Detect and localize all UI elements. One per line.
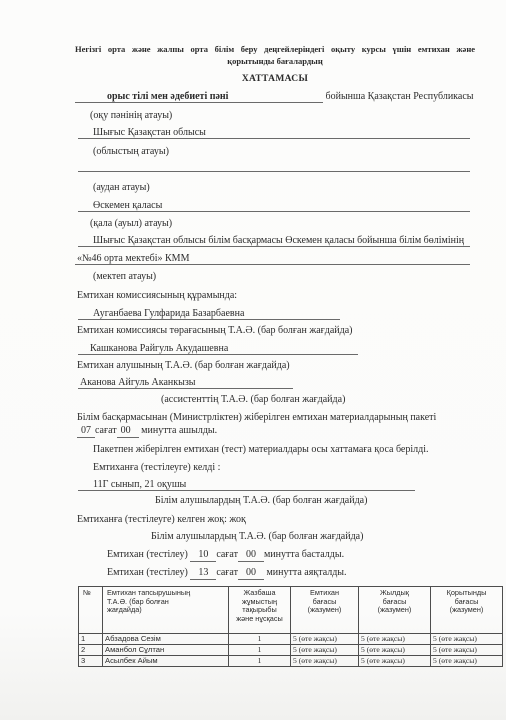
present-label: Емтиханға (тестілеуге) келді : [93, 462, 221, 473]
absent-line: Емтиханға (тестілеуге) келген жоқ: жоқ [77, 514, 246, 525]
document-title: ХАТТАМАСЫ [241, 74, 309, 84]
row-number: 3 [79, 656, 103, 667]
commission-label: Емтихан комиссиясының құрамында: [77, 290, 238, 301]
exam-start-minute: 00 [238, 549, 264, 562]
header-final-grade: Қорытынды бағасы (жазумен) [431, 587, 503, 634]
package-minute-text: минутта ашылды. [141, 425, 218, 436]
examiner-field: Аканова Айгуль Аканкызы [78, 377, 293, 389]
exam-end-line [107, 567, 347, 580]
present-caption: Білім алушылардың Т.А.Ә. (бар болған жағдайда) [155, 495, 368, 506]
header-written-work-variant: Жазбаша жұмыстың тақырыбы және нұсқасы [229, 587, 291, 634]
work-variant: 1 [229, 634, 291, 645]
district-caption: (аудан атауы) [93, 182, 150, 193]
exam-start-label: Емтихан (тестілеу) [107, 549, 188, 560]
subject-suffix: бойынша Қазақстан Республикасы [325, 91, 474, 102]
exam-grade: 5 (өте жақсы) [291, 656, 359, 667]
city-field: Өскемен қаласы [78, 200, 470, 212]
education-department-field: Шығыс Қазақстан облысы білім басқармасы Өскемен қаласы бойынша білім бөлімінің [78, 235, 470, 247]
student-name: Асылбек Айым [103, 656, 229, 667]
exam-end-hour: 13 [190, 567, 216, 580]
table-row [79, 634, 503, 645]
package-opened-line [77, 425, 217, 438]
subject-caption: (оқу пәнінің атауы) [90, 110, 173, 121]
final-grade: 5 (өте жақсы) [431, 634, 503, 645]
absent-caption: Білім алушылардың Т.А.Ә. (бар болған жағдайда) [151, 531, 364, 542]
header-number: № [79, 587, 103, 634]
school-caption: (мектеп атауы) [93, 271, 157, 282]
commission-chair-field: Кашканова Райгуль Акудашевна [78, 343, 358, 355]
package-open-minute: 00 [117, 425, 139, 438]
region-caption: (облыстың атауы) [93, 146, 169, 157]
exam-start-hour: 10 [190, 549, 216, 562]
header-student-name: Емтихан тапсырушының Т.А.Ә. (бар болған жағдайда) [103, 587, 229, 634]
exam-start-suffix: минутта басталды. [263, 549, 345, 560]
row-number: 1 [79, 634, 103, 645]
header-exam-grade: Емтихан бағасы (жазумен) [291, 587, 359, 634]
city-caption: (қала (ауыл) атауы) [90, 218, 173, 229]
subject-field: орыс тілі мен әдебиеті пәні [75, 91, 323, 103]
exam-end-suffix: минутта аяқталды. [266, 567, 347, 578]
table-row [79, 656, 503, 667]
table-header-row [79, 587, 503, 634]
student-name: Абзадова Сезім [103, 634, 229, 645]
annual-grade: 5 (өте жақсы) [359, 656, 431, 667]
commission-member-field: Ауганбаева Гулфарида Базарбаевна [78, 308, 340, 320]
district-field [78, 160, 470, 172]
annual-grade: 5 (өте жақсы) [359, 634, 431, 645]
present-field: 11Г сынып, 21 оқушы [78, 479, 415, 491]
row-number: 2 [79, 645, 103, 656]
results-table [78, 586, 503, 667]
exam-start-line [107, 549, 344, 562]
exam-grade: 5 (өте жақсы) [291, 634, 359, 645]
exam-end-minute: 00 [238, 567, 264, 580]
annual-grade: 5 (өте жақсы) [359, 645, 431, 656]
header-annual-grade: Жылдық бағасы (жазумен) [359, 587, 431, 634]
work-variant: 1 [229, 645, 291, 656]
exam-end-hour-word: сағат [216, 567, 238, 578]
exam-end-label: Емтихан (тестілеу) [107, 567, 188, 578]
exam-start-hour-word: сағат [216, 549, 238, 560]
document-header-line-1: Негізгі орта және жалпы орта білім беру деңгейлеріндегі оқыту курсы үшін емтихан және [75, 44, 475, 54]
examiner-label: Емтихан алушының Т.А.Ә. (бар болған жағдайда) [77, 360, 290, 371]
school-name-field: «№46 орта мектебі» КММ [75, 253, 470, 265]
package-text: Білім басқармасынан (Министрліктен) жіберілген емтихан материалдарының пакеті [77, 412, 437, 423]
exam-grade: 5 (өте жақсы) [291, 645, 359, 656]
document-header-line-2: қорытынды бағалардың [227, 56, 323, 66]
work-variant: 1 [229, 656, 291, 667]
student-name: Аманбол Сұлтан [103, 645, 229, 656]
package-open-hour: 07 [77, 425, 95, 438]
package-attached-text: Пакетпен жіберілген емтихан (тест) материалдары осы хаттамаға қоса берілді. [93, 444, 429, 455]
final-grade: 5 (өте жақсы) [431, 645, 503, 656]
table-row [79, 645, 503, 656]
final-grade: 5 (өте жақсы) [431, 656, 503, 667]
assistant-caption: (ассистенттің Т.А.Ә. (бар болған жағдайда) [161, 394, 346, 405]
subject-line [75, 91, 473, 103]
region-field: Шығыс Қазақстан облысы [78, 127, 470, 139]
package-hour-word: сағат [95, 425, 117, 436]
commission-chair-label: Емтихан комиссиясы төрағасының Т.А.Ә. (бар болған жағдайда) [77, 325, 353, 336]
